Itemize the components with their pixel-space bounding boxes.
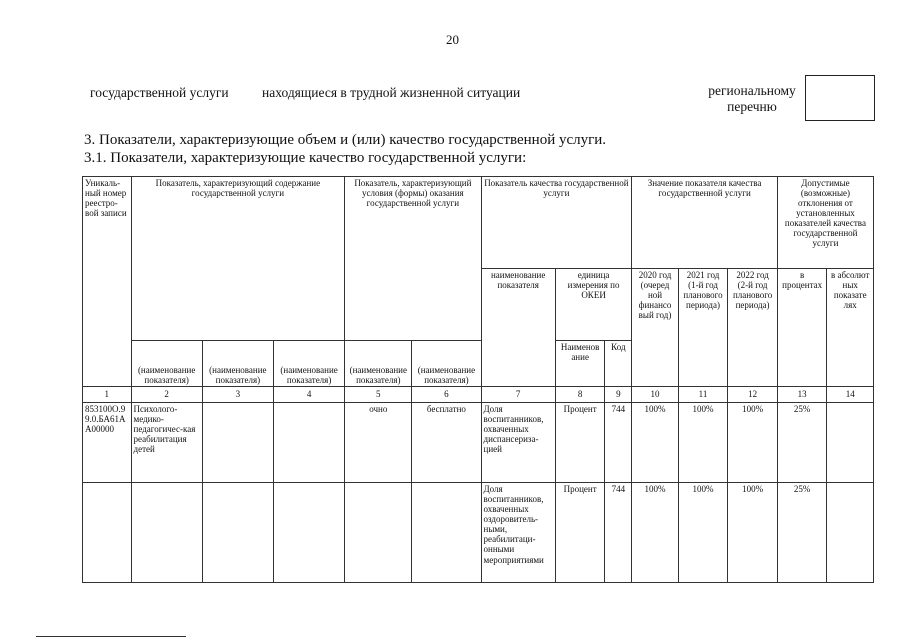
cell-unit-code: 744 xyxy=(605,483,632,583)
col-number: 5 xyxy=(345,387,412,403)
h-unit-code: Код xyxy=(605,341,632,387)
cell-unit-name: Процент xyxy=(555,403,605,483)
h-2022: 2022 год (2-й год планового периода) xyxy=(728,269,778,387)
col-number: 10 xyxy=(632,387,678,403)
cell-2021: 100% xyxy=(678,483,728,583)
cell-cond1 xyxy=(345,483,412,583)
cell-content1 xyxy=(131,483,202,583)
h-content: Показатель, характеризующий содержание государственной услуги xyxy=(131,177,345,341)
section-title: 3. Показатели, характеризующие объем и (или) качество государственной услуги. xyxy=(84,132,607,148)
cell-cond1: очно xyxy=(345,403,412,483)
header-row-1 xyxy=(83,177,874,269)
table-row xyxy=(83,403,874,483)
header-service-label: государственной услуги xyxy=(90,85,229,100)
cell-cond2: бесплатно xyxy=(412,403,481,483)
cell-quality: Доля воспитанников, охваченных оздоровитель-ными, реабилитаци-онными мероприятиями xyxy=(481,483,555,583)
col-number: 6 xyxy=(412,387,481,403)
h-absolute: в абсолют ных показате лях xyxy=(827,269,874,387)
table-row xyxy=(83,483,874,583)
h-conditions: Показатель, характеризующий условия (формы) оказания государственной услуги xyxy=(345,177,481,341)
col-number: 9 xyxy=(605,387,632,403)
h-cond-ind2: (наименование показателя) xyxy=(412,341,481,387)
cell-absolute xyxy=(827,483,874,583)
code-box xyxy=(805,75,875,121)
cell-cond2 xyxy=(412,483,481,583)
col-number: 1 xyxy=(83,387,132,403)
col-number: 14 xyxy=(827,387,874,403)
col-number: 3 xyxy=(202,387,273,403)
header-category-label: находящиеся в трудной жизненной ситуации xyxy=(262,85,521,100)
cell-2022: 100% xyxy=(728,483,778,583)
col-number: 8 xyxy=(555,387,605,403)
cell-2021: 100% xyxy=(678,403,728,483)
h-percent: в процентах xyxy=(777,269,827,387)
header-regional-line1: региональному xyxy=(708,83,796,98)
h-quality: Показатель качества государственной услуги xyxy=(481,177,632,269)
h-content-ind1: (наименование показателя) xyxy=(131,341,202,387)
cell-2020: 100% xyxy=(632,483,678,583)
col-number: 7 xyxy=(481,387,555,403)
cell-content2 xyxy=(202,483,273,583)
h-cond-ind1: (наименование показателя) xyxy=(345,341,412,387)
cell-content2 xyxy=(202,403,273,483)
h-deviation: Допустимые (возможные) отклонения от установленных показателей качества государственной услуги xyxy=(777,177,873,269)
h-unique: Уникаль-ный номер реестро-вой записи xyxy=(83,177,132,387)
h-unit: единица измерения по ОКЕИ xyxy=(555,269,631,341)
cell-unit-name: Процент xyxy=(555,483,605,583)
cell-content3 xyxy=(273,483,344,583)
col-number: 11 xyxy=(678,387,728,403)
h-content-ind3: (наименование показателя) xyxy=(273,341,344,387)
page-number: 20 xyxy=(446,32,459,47)
col-number: 12 xyxy=(728,387,778,403)
header-regional-list xyxy=(707,83,797,115)
h-unit-name: Наименов ание xyxy=(555,341,605,387)
cell-unit-code: 744 xyxy=(605,403,632,483)
cell-unique: 853100О.99.0.БА61АА00000 xyxy=(83,403,132,483)
col-number: 2 xyxy=(131,387,202,403)
column-number-row xyxy=(83,387,874,403)
h-2021: 2021 год (1-й год планового периода) xyxy=(678,269,728,387)
header-regional-line2: перечню xyxy=(727,99,777,114)
h-content-ind2: (наименование показателя) xyxy=(202,341,273,387)
col-number: 4 xyxy=(273,387,344,403)
cell-quality: Доля воспитанников, охваченных диспансериза-цией xyxy=(481,403,555,483)
h-indicator-name: наименование показателя xyxy=(481,269,555,387)
quality-indicators-table xyxy=(82,176,874,583)
cell-percent: 25% xyxy=(777,403,827,483)
cell-content3 xyxy=(273,403,344,483)
col-number: 13 xyxy=(777,387,827,403)
cell-percent: 25% xyxy=(777,483,827,583)
cell-absolute xyxy=(827,403,874,483)
cell-content1: Психолого-медико-педагогичес-кая реабилитация детей xyxy=(131,403,202,483)
h-2020: 2020 год (очеред ной финансо вый год) xyxy=(632,269,678,387)
footnote-separator xyxy=(36,636,186,637)
cell-2020: 100% xyxy=(632,403,678,483)
cell-unique xyxy=(83,483,132,583)
h-value: Значение показателя качества государственной услуги xyxy=(632,177,778,269)
subsection-title: 3.1. Показатели, характеризующие качество государственной услуги: xyxy=(84,150,527,166)
cell-2022: 100% xyxy=(728,403,778,483)
